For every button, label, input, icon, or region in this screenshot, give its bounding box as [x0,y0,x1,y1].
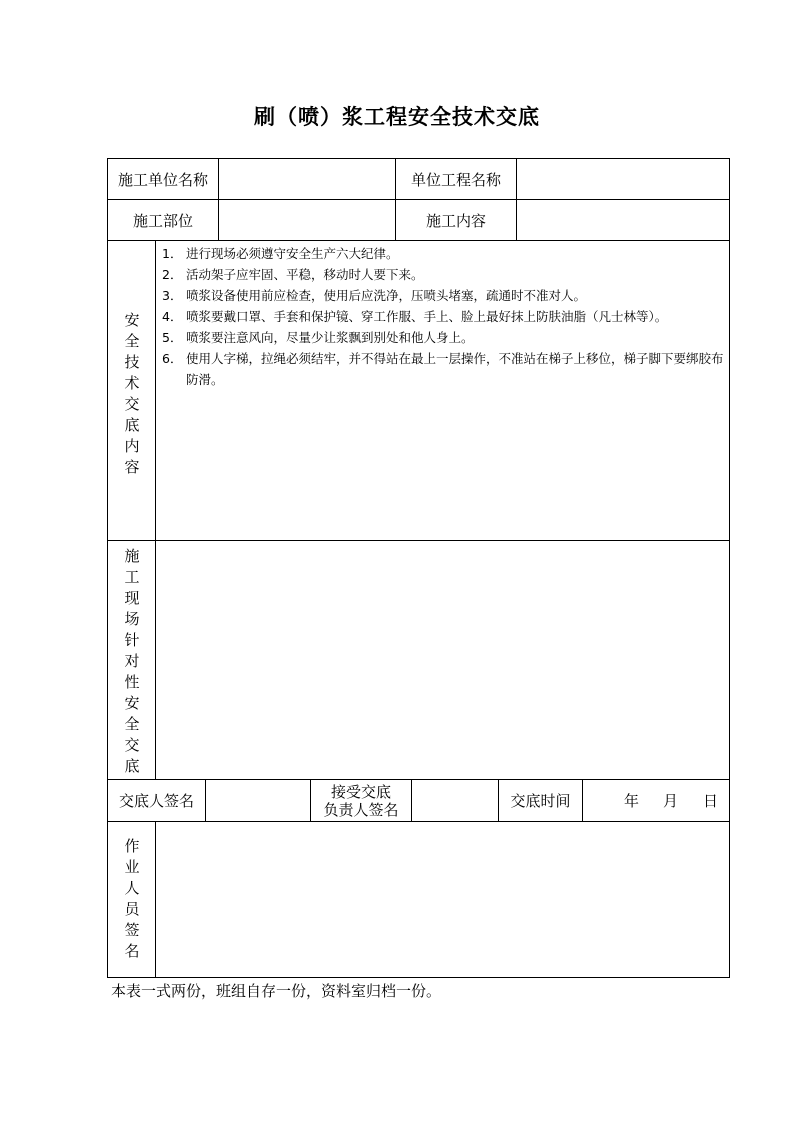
tech-section-label-text: 安全技术交底内容 [124,311,140,476]
part-field[interactable] [219,200,395,240]
footer-note: 本表一式两份，班组自存一份，资料室归档一份。 [111,982,442,1000]
receiver-field[interactable] [412,780,498,821]
list-item: 2． 活动架子应牢固、平稳，移动时人要下来。 [162,267,424,282]
month-label: 月 [663,792,679,810]
part-label: 施工部位 [132,211,193,230]
row-divider [107,240,730,241]
list-item: 3． 喷浆设备使用前应检查，使用后应洗净，压喷头堵塞，疏通时不准对人。 [162,288,587,303]
receiver-label [311,780,411,821]
tech-items-list [162,243,727,390]
year-label: 年 [624,792,640,810]
site-content-field[interactable] [156,541,729,779]
content-field[interactable] [517,200,729,240]
unit-name-field[interactable] [219,159,395,199]
project-name-field[interactable] [517,159,729,199]
unit-name-label: 施工单位名称 [117,170,208,189]
signer-label: 交底人签名 [118,792,194,810]
table-border-right [729,158,730,978]
time-label: 交底时间 [510,792,571,810]
list-item: 6． 使用人字梯，拉绳必须结牢，并不得站在最上一层操作，不准站在梯子上移位，梯子脚下要绑胶布防滑。 [162,351,724,387]
document-title: 刷（喷）浆工程安全技术交底 [254,105,540,129]
table-border-bottom [107,977,730,978]
day-label: 日 [703,792,719,810]
list-item: 4． 喷浆要戴口罩、手套和保护镜、穿工作服、手上、脸上最好抹上防肤油脂（凡士林等）。 [162,309,668,324]
list-item: 5． 喷浆要注意风向，尽量少让浆飘到别处和他人身上。 [162,330,474,345]
site-section-label [108,546,156,777]
workers-section-label [108,836,156,962]
receiver-label-line2: 负责人签名 [323,800,399,819]
date-field[interactable] [583,780,729,821]
signer-field[interactable] [206,780,310,821]
receiver-label-line1: 接受交底 [330,782,391,801]
list-item: 1． 进行现场必须遵守安全生产六大纪律。 [162,246,399,261]
workers-sign-field[interactable] [156,822,729,977]
content-label: 施工内容 [425,211,486,230]
workers-section-label-text: 作业人员签名 [124,837,140,960]
tech-section-label [108,310,156,478]
project-name-label: 单位工程名称 [410,170,501,189]
site-section-label-text: 施工现场针对性安全交底 [124,547,140,775]
